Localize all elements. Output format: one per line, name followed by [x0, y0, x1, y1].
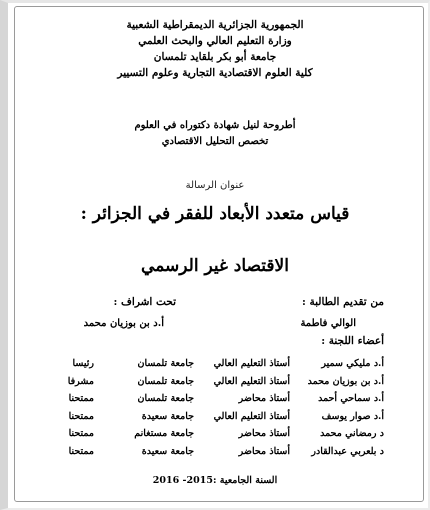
jury-row — [40, 411, 384, 429]
header-republic: الجمهورية الجزائرية الديمقراطية الشعبية — [126, 19, 304, 31]
thesis-type — [0, 118, 430, 150]
jury-row — [40, 393, 384, 411]
jury-member-name: أ.د بن بوزيان محمد — [307, 375, 384, 387]
institution-header — [0, 17, 430, 81]
supervisor-label: تحت اشراف : — [113, 296, 176, 308]
jury-member-role: ممتحنا — [68, 393, 94, 404]
academic-year: السنة الجامعية :2015- 2016 — [152, 475, 278, 486]
jury-member-name: أ.د صوار يوسف — [321, 410, 384, 422]
jury-member-role: ممتحنا — [68, 445, 94, 457]
jury-row — [40, 446, 384, 464]
jury-member-name: أ.د سماحي أحمد — [318, 393, 384, 404]
header-university: جامعة أبو بكر بلقايد تلمسان — [153, 51, 277, 63]
jury-member-university: جامعة سعيدة — [141, 445, 194, 457]
thesis-title-line1: قياس متعدد الأبعاد للفقر في الجزائر : — [80, 204, 350, 224]
jury-row — [40, 376, 384, 394]
jury-member-name: أ.د مليكي سمير — [321, 358, 384, 369]
jury-table — [40, 358, 384, 463]
jury-member-university: جامعة تلمسان — [137, 358, 194, 369]
title-label: عنوان الرسالة — [185, 180, 245, 191]
jury-member-name: د بلعربي عبدالقادر — [311, 445, 384, 457]
jury-member-university: جامعة تلمسان — [137, 393, 194, 404]
student-name: الوالي فاطمة — [300, 318, 356, 329]
thesis-specialty: تخصص التحليل الاقتصادي — [161, 136, 269, 147]
jury-member-role: رئيسا — [72, 358, 94, 369]
jury-member-rank: أستاذ محاضر — [238, 393, 290, 404]
thesis-degree: أطروحة لنيل شهادة دكتوراه في العلوم — [134, 120, 296, 131]
header-faculty: كلية العلوم الاقتصادية التجارية وعلوم التسيير — [117, 67, 313, 79]
jury-member-role: ممتحنا — [68, 428, 94, 439]
jury-member-role: ممتحنا — [68, 410, 94, 422]
jury-member-university: جامعة مستغانم — [134, 428, 194, 439]
jury-member-university: جامعة سعيدة — [141, 410, 194, 422]
jury-member-rank: أستاذ التعليم العالي — [213, 375, 290, 387]
jury-row — [40, 428, 384, 446]
student-label: من تقديم الطالبة : — [301, 296, 384, 308]
jury-member-university: جامعة تلمسان — [137, 375, 194, 387]
jury-member-rank: أستاذ التعليم العالي — [213, 410, 290, 422]
header-ministry: وزارة التعليم العالي والبحث العلمي — [138, 35, 292, 47]
jury-member-rank: أستاذ محاضر — [238, 445, 290, 457]
thesis-title-line2: الاقتصاد غير الرسمي — [141, 256, 289, 276]
jury-member-name: د رمضاني محمد — [320, 428, 384, 439]
jury-member-rank: أستاذ محاضر — [238, 428, 290, 439]
supervisor-name: أ.د بن بوزيان محمد — [83, 318, 164, 329]
jury-row — [40, 358, 384, 376]
jury-member-rank: أستاذ التعليم العالي — [213, 358, 290, 369]
jury-member-role: مشرفا — [67, 375, 94, 387]
jury-label: أعضاء اللجنة : — [321, 335, 384, 347]
